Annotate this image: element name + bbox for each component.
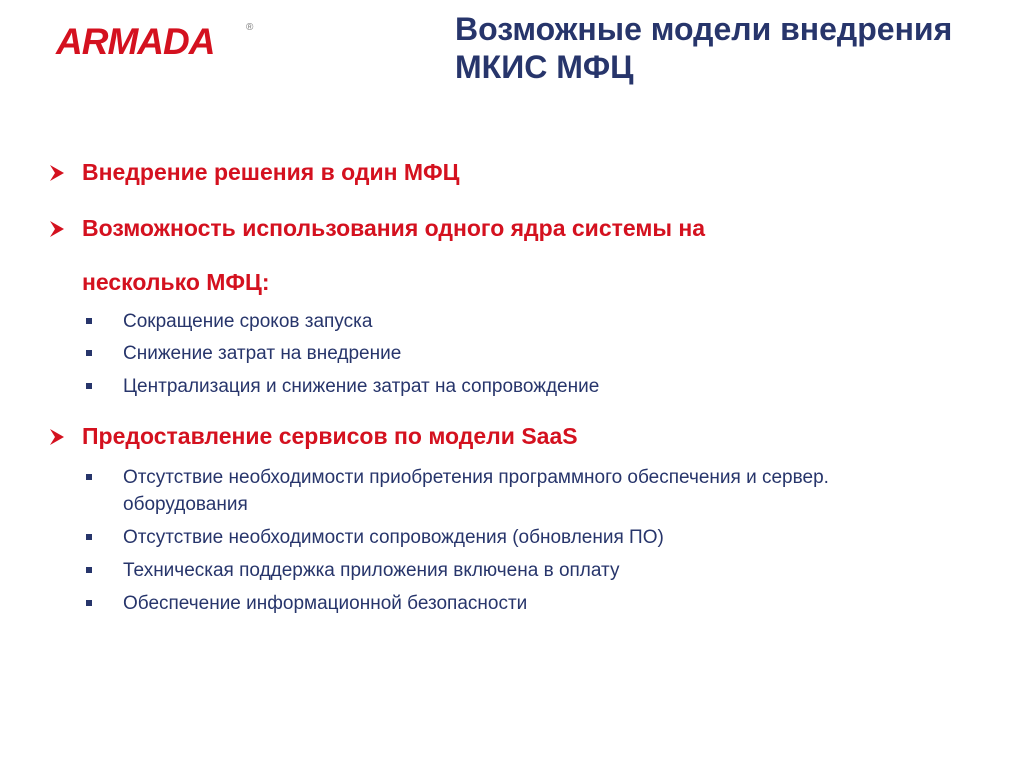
chevron-arrow-icon xyxy=(47,219,67,239)
square-bullet-icon xyxy=(86,350,92,356)
bullet-item-1: Внедрение решения в один МФЦ xyxy=(82,159,460,185)
sub-item-line1: Отсутствие необходимости приобретения программного обеспечения и сервер. xyxy=(123,467,829,488)
square-bullet-icon xyxy=(86,534,92,540)
square-bullet-icon xyxy=(86,600,92,606)
square-bullet-icon xyxy=(86,383,92,389)
sub-item: Снижение затрат на внедрение xyxy=(123,343,402,364)
sub-item-line2: оборудования xyxy=(123,494,248,515)
square-bullet-icon xyxy=(86,474,92,480)
slide-title-line1: Возможные модели внедрения xyxy=(455,11,953,47)
chevron-arrow-icon xyxy=(47,163,67,183)
sub-item: Сокращение сроков запуска xyxy=(123,311,373,332)
sub-item: Отсутствие необходимости сопровождения (обновления ПО) xyxy=(123,527,664,548)
sub-item: Техническая поддержка приложения включена в оплату xyxy=(123,560,620,581)
bullet-item-2-line1: Возможность использования одного ядра системы на xyxy=(82,215,706,241)
chevron-arrow-icon xyxy=(47,427,67,447)
registered-mark: ® xyxy=(246,22,254,33)
logo-text: ARMADA xyxy=(56,21,215,62)
sub-item: Централизация и снижение затрат на сопровождение xyxy=(123,376,600,397)
sub-item: Обеспечение информационной безопасности xyxy=(123,593,528,614)
bullet-item-3: Предоставление сервисов по модели SaaS xyxy=(82,423,578,449)
square-bullet-icon xyxy=(86,318,92,324)
slide-title-line2: МКИС МФЦ xyxy=(455,49,634,85)
square-bullet-icon xyxy=(86,567,92,573)
bullet-item-2-line2: несколько МФЦ: xyxy=(82,269,270,295)
